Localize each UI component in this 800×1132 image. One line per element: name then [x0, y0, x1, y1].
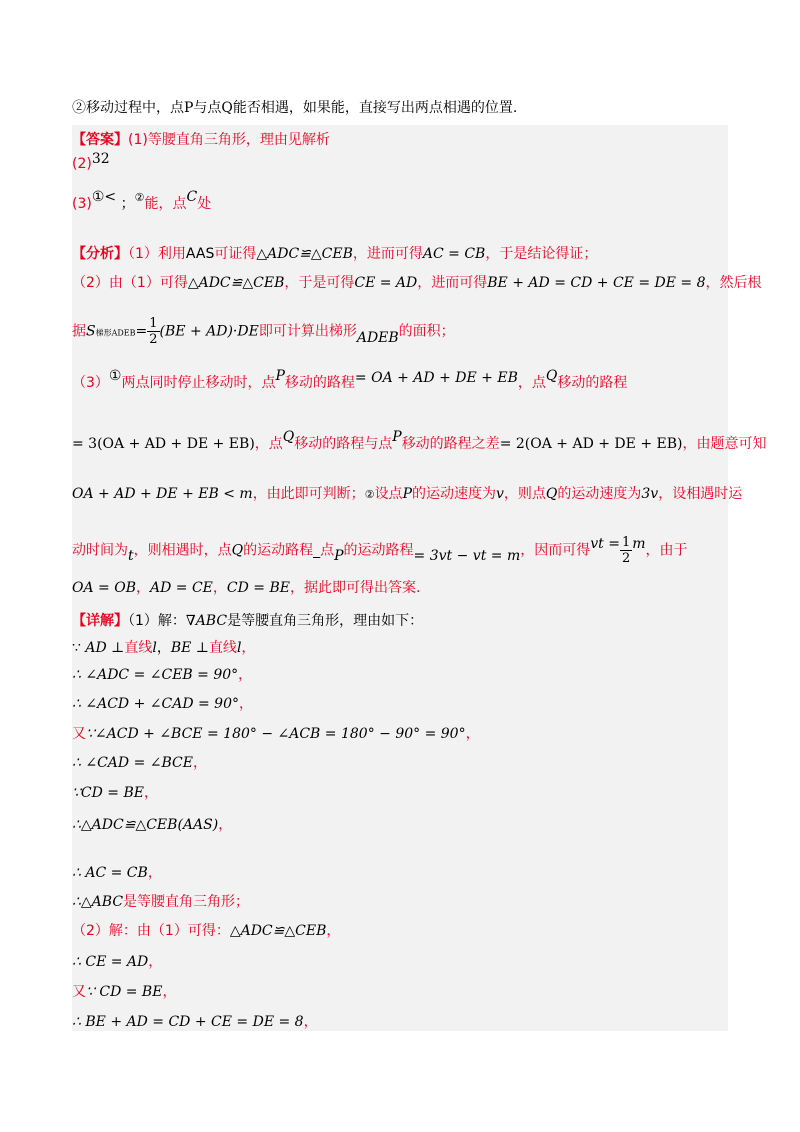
- text: 设点: [374, 486, 403, 502]
- text: ，: [156, 640, 171, 656]
- answer-line-2: [72, 151, 110, 172]
- point-q: Q: [545, 368, 558, 384]
- point-q: Q: [545, 486, 558, 502]
- math: t: [128, 547, 134, 564]
- math: △ADC≌△CEB: [229, 923, 327, 939]
- text: 移动的路程: [284, 375, 355, 391]
- detail-line-4: [72, 693, 253, 713]
- circle-one: ①: [91, 189, 105, 205]
- text: ，设相遇时运: [658, 486, 743, 502]
- text: ，: [238, 667, 253, 683]
- point-p: P: [402, 486, 412, 502]
- text: （2）解：由（1）可得：: [72, 923, 230, 939]
- answer-label: 【答案】: [72, 132, 128, 148]
- text: ，: [135, 580, 150, 596]
- fraction-half: [620, 535, 632, 566]
- answer-3-sep: ；: [120, 196, 135, 212]
- text: ，: [218, 817, 233, 833]
- text: ，: [241, 640, 256, 656]
- text: 直线: [208, 640, 237, 656]
- text: （1）利用: [128, 246, 186, 262]
- numerator: 1: [621, 535, 631, 550]
- text: ，: [147, 865, 162, 881]
- math: ∴ AC = CB: [72, 865, 148, 881]
- math: AD ⊥: [85, 640, 125, 656]
- text: 的运动路程: [343, 542, 414, 559]
- denominator: 2: [621, 551, 631, 566]
- text: 的运动速度为: [411, 486, 496, 502]
- analysis-label: 【分析】: [72, 246, 128, 262]
- text: ，于是可得: [284, 275, 355, 291]
- math: ∴ ∠ADC = ∠CEB = 90°: [72, 667, 239, 683]
- text: 两点同时停止移动时，点: [121, 375, 276, 391]
- text: ，进而可得: [352, 246, 423, 262]
- math: BE ⊥: [170, 640, 209, 656]
- analysis-line-4: [72, 368, 628, 392]
- point-q: Q: [282, 429, 295, 445]
- math: ∴ ∠ACD + ∠CAD = 90°: [72, 696, 239, 712]
- analysis-line-6: [72, 483, 742, 503]
- text: 又: [72, 984, 86, 1000]
- text: （1）解：: [128, 613, 186, 629]
- text: 是等腰直角三角形；: [123, 894, 250, 910]
- text: ，: [212, 580, 227, 596]
- answer-3-end: 处: [197, 196, 212, 212]
- answer-1: (1)等腰直角三角形，理由见解析: [128, 132, 330, 148]
- math: ∴ BE + AD = CD + CE = DE = 8: [72, 1014, 304, 1030]
- text: ，则点: [503, 486, 546, 502]
- math: OA = OB: [72, 580, 136, 596]
- point-p: P: [275, 368, 285, 384]
- math: ∵∠ACD + ∠BCE = 180° − ∠ACB = 180° − 90° = 90°: [86, 726, 466, 742]
- analysis-line-3: [72, 316, 455, 347]
- answer-3-text: 能，点: [144, 196, 187, 212]
- text: 又: [72, 726, 86, 742]
- because-symbol: ∵: [72, 640, 81, 656]
- math: ADEB: [356, 329, 399, 346]
- text: ，: [303, 1014, 318, 1030]
- math: AC = CB: [422, 246, 486, 262]
- answer-line-3: [72, 189, 212, 213]
- math: vt =: [590, 535, 620, 552]
- detail-line-2: [72, 637, 255, 657]
- math: ∴△ABC: [72, 894, 124, 910]
- text: ，点: [254, 436, 283, 452]
- text: 据: [72, 323, 86, 340]
- detail-line-11: [72, 920, 340, 940]
- minus: _: [313, 542, 321, 559]
- text: 即可计算出梯形: [258, 323, 357, 340]
- answer-line-1: [72, 129, 330, 149]
- detail-line-1: [72, 610, 423, 630]
- math: OA + AD + DE + EB < m: [72, 486, 253, 502]
- text: ，由于: [645, 542, 688, 559]
- text: ，进而可得: [417, 275, 488, 291]
- answer-3-num: (3): [72, 196, 92, 212]
- math: S: [86, 323, 96, 340]
- circle-two: ②: [364, 488, 375, 501]
- text: ，然后根: [705, 275, 762, 291]
- math: ∵CD = BE: [72, 785, 144, 801]
- text: （2）由（1）可得: [72, 275, 188, 291]
- text: ，点: [517, 375, 546, 391]
- detail-line-14: [72, 1011, 318, 1031]
- text: 动时间为: [72, 542, 128, 559]
- point-p: P: [392, 429, 402, 445]
- analysis-line-8: [72, 577, 420, 597]
- math: l: [236, 640, 242, 656]
- fraction-half: [147, 316, 159, 347]
- math: AD = CE: [149, 580, 213, 596]
- subscript: 梯形ADEB: [95, 328, 136, 338]
- point-q: Q: [231, 542, 244, 559]
- text: 点: [320, 542, 335, 559]
- detail-line-6: [72, 752, 207, 772]
- text: ，: [143, 785, 158, 801]
- analysis-line-1: [72, 243, 597, 263]
- text: ，则相遇时，点: [133, 542, 232, 559]
- math: (BE + AD)·DE: [159, 323, 259, 340]
- math: ∵ CD = BE: [86, 984, 163, 1000]
- answer-2-value: 32: [91, 151, 110, 167]
- math: v: [495, 486, 504, 502]
- text: ，: [162, 984, 177, 1000]
- text: （3）: [72, 375, 109, 391]
- numerator: 1: [149, 316, 158, 331]
- math: △ADC≌△CEB: [256, 246, 353, 262]
- math: = OA + AD + DE + EB: [354, 370, 518, 386]
- text: 的面积；: [398, 323, 455, 340]
- text: 移动的路程: [557, 375, 628, 391]
- text: ，由此即可判断；: [252, 486, 365, 502]
- math: l: [152, 640, 157, 656]
- text: ，因而可得: [520, 542, 591, 559]
- math: ∴△ADC≌△CEB(AAS): [72, 817, 219, 833]
- detail-line-8: [72, 814, 232, 834]
- text: ，由题意可知: [682, 436, 767, 452]
- text: ，: [239, 696, 253, 712]
- math: 3v: [641, 486, 659, 502]
- analysis-line-5: [72, 429, 767, 453]
- circle-two: ②: [134, 191, 145, 204]
- math: ∴ CE = AD: [72, 954, 149, 970]
- math: ∇ABC: [185, 613, 228, 629]
- question-text: ②移动过程中，点P与点Q能否相遇，如果能，直接写出两点相遇的位置.: [72, 100, 518, 116]
- text: 移动的路程与点: [294, 436, 393, 452]
- text: ，: [148, 954, 163, 970]
- math: = 3(OA + AD + DE + EB): [72, 436, 255, 452]
- text: ，于是结论得证；: [485, 246, 598, 262]
- text: 可证得: [214, 246, 257, 262]
- detail-line-12: [72, 951, 162, 971]
- math: ∴ ∠CAD = ∠BCE: [72, 755, 193, 771]
- less-than: <: [104, 189, 117, 205]
- analysis-line-7: [72, 535, 688, 566]
- text: ，: [192, 755, 207, 771]
- detail-line-3: [72, 664, 252, 684]
- text: 的运动速度为: [557, 486, 642, 502]
- math: =: [135, 323, 148, 340]
- text: ，: [465, 726, 480, 742]
- text: 移动的路程之差: [401, 436, 500, 452]
- detail-label: 【详解】: [72, 613, 128, 629]
- math: △ADC≌△CEB: [187, 275, 285, 291]
- detail-line-5: [72, 723, 480, 743]
- detail-line-9: [72, 862, 162, 882]
- detail-line-10: [72, 891, 249, 911]
- text: 是等腰直角三角形，理由如下：: [227, 613, 424, 629]
- math: CE = AD: [354, 275, 418, 291]
- math: = 3vt − vt = m: [413, 547, 521, 564]
- denominator: 2: [149, 332, 158, 347]
- point-c: C: [186, 189, 198, 205]
- point-p: P: [334, 547, 344, 564]
- detail-line-13: [72, 981, 176, 1001]
- text: 的运动路程: [243, 542, 314, 559]
- math: BE + AD = CD + CE = DE = 8: [487, 275, 706, 291]
- answer-2-num: (2): [72, 156, 92, 172]
- analysis-line-2: [72, 272, 761, 292]
- math: m: [632, 535, 646, 552]
- math: CD = BE: [226, 580, 290, 596]
- math: = 2(OA + AD + DE + EB): [499, 436, 683, 452]
- text: ，据此即可得出答案.: [289, 580, 421, 596]
- detail-line-7: [72, 782, 158, 802]
- circle-one: ①: [108, 368, 122, 384]
- text: 直线: [124, 640, 153, 656]
- aas: AAS: [185, 246, 215, 262]
- text: ，: [326, 923, 341, 939]
